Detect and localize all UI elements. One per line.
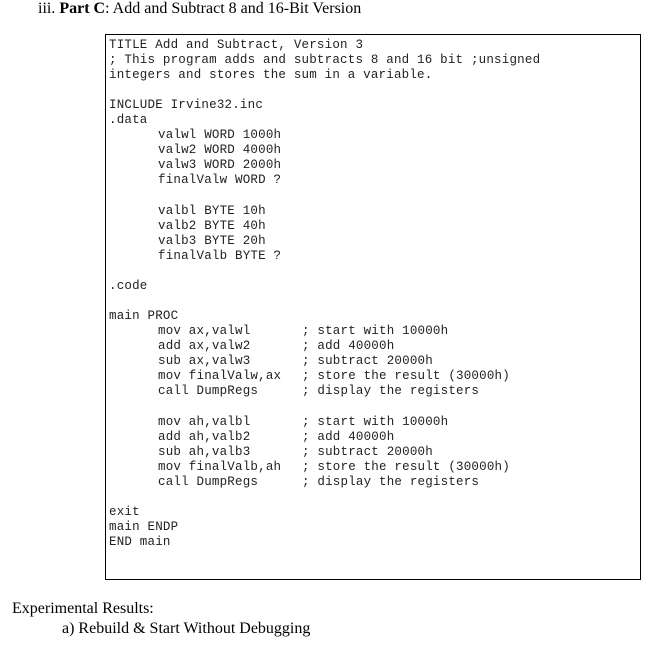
code-instruction: add ah,valb2 xyxy=(158,430,251,444)
code-proc-end: main ENDP xyxy=(109,520,179,534)
code-byte-variable: valbl BYTE 10h xyxy=(158,204,266,218)
section-number: iii. xyxy=(38,0,60,17)
code-word-variable: valw3 WORD 2000h xyxy=(158,158,282,172)
code-code-directive: .code xyxy=(109,279,148,293)
code-comment: ; start with 10000h xyxy=(302,415,449,429)
code-byte-variable: finalValb BYTE ? xyxy=(158,249,282,263)
code-instruction: sub ah,valb3 xyxy=(158,445,251,459)
section-title: : Add and Subtract 8 and 16-Bit Version xyxy=(105,0,362,17)
code-comment: ; add 40000h xyxy=(302,430,395,444)
code-proc-start: main PROC xyxy=(109,309,179,323)
code-word-variable: finalValw WORD ? xyxy=(158,173,282,187)
results-item-a: a) Rebuild & Start Without Debugging xyxy=(62,620,311,637)
section-heading xyxy=(38,0,361,18)
code-exit-line: exit xyxy=(109,505,140,519)
code-comment-line: ; This program adds and subtracts 8 and 16 bit ;unsigned xyxy=(109,53,541,67)
code-byte-variable: valb2 BYTE 40h xyxy=(158,219,266,233)
code-comment: ; subtract 20000h xyxy=(302,354,433,368)
code-instruction: mov ax,valwl xyxy=(158,324,251,338)
code-title-line: TITLE Add and Subtract, Version 3 xyxy=(109,38,364,52)
code-instruction: mov ah,valbl xyxy=(158,415,251,429)
code-byte-variable: valb3 BYTE 20h xyxy=(158,234,266,248)
code-word-variable: valw2 WORD 4000h xyxy=(158,143,282,157)
code-end-line: END main xyxy=(109,535,171,549)
part-label: Part C xyxy=(59,0,106,17)
code-comment: ; start with 10000h xyxy=(302,324,449,338)
code-instruction: mov finalValb,ah xyxy=(158,460,282,474)
results-heading: Experimental Results: xyxy=(12,600,154,617)
code-instruction: call DumpRegs xyxy=(158,475,259,489)
code-comment-line: integers and stores the sum in a variable. xyxy=(109,68,433,82)
code-comment: ; add 40000h xyxy=(302,339,395,353)
code-word-variable: valwl WORD 1000h xyxy=(158,128,282,142)
code-comment: ; display the registers xyxy=(302,475,480,489)
code-comment: ; store the result (30000h) xyxy=(302,369,510,383)
code-listing-box xyxy=(105,34,641,580)
code-instruction: mov finalValw,ax xyxy=(158,369,282,383)
code-instruction: add ax,valw2 xyxy=(158,339,251,353)
code-comment: ; store the result (30000h) xyxy=(302,460,510,474)
code-instruction: call DumpRegs xyxy=(158,384,259,398)
code-comment: ; subtract 20000h xyxy=(302,445,433,459)
code-instruction: sub ax,valw3 xyxy=(158,354,251,368)
code-include-line: INCLUDE Irvine32.inc xyxy=(109,98,264,112)
code-comment: ; display the registers xyxy=(302,384,480,398)
code-data-directive: .data xyxy=(109,113,148,127)
